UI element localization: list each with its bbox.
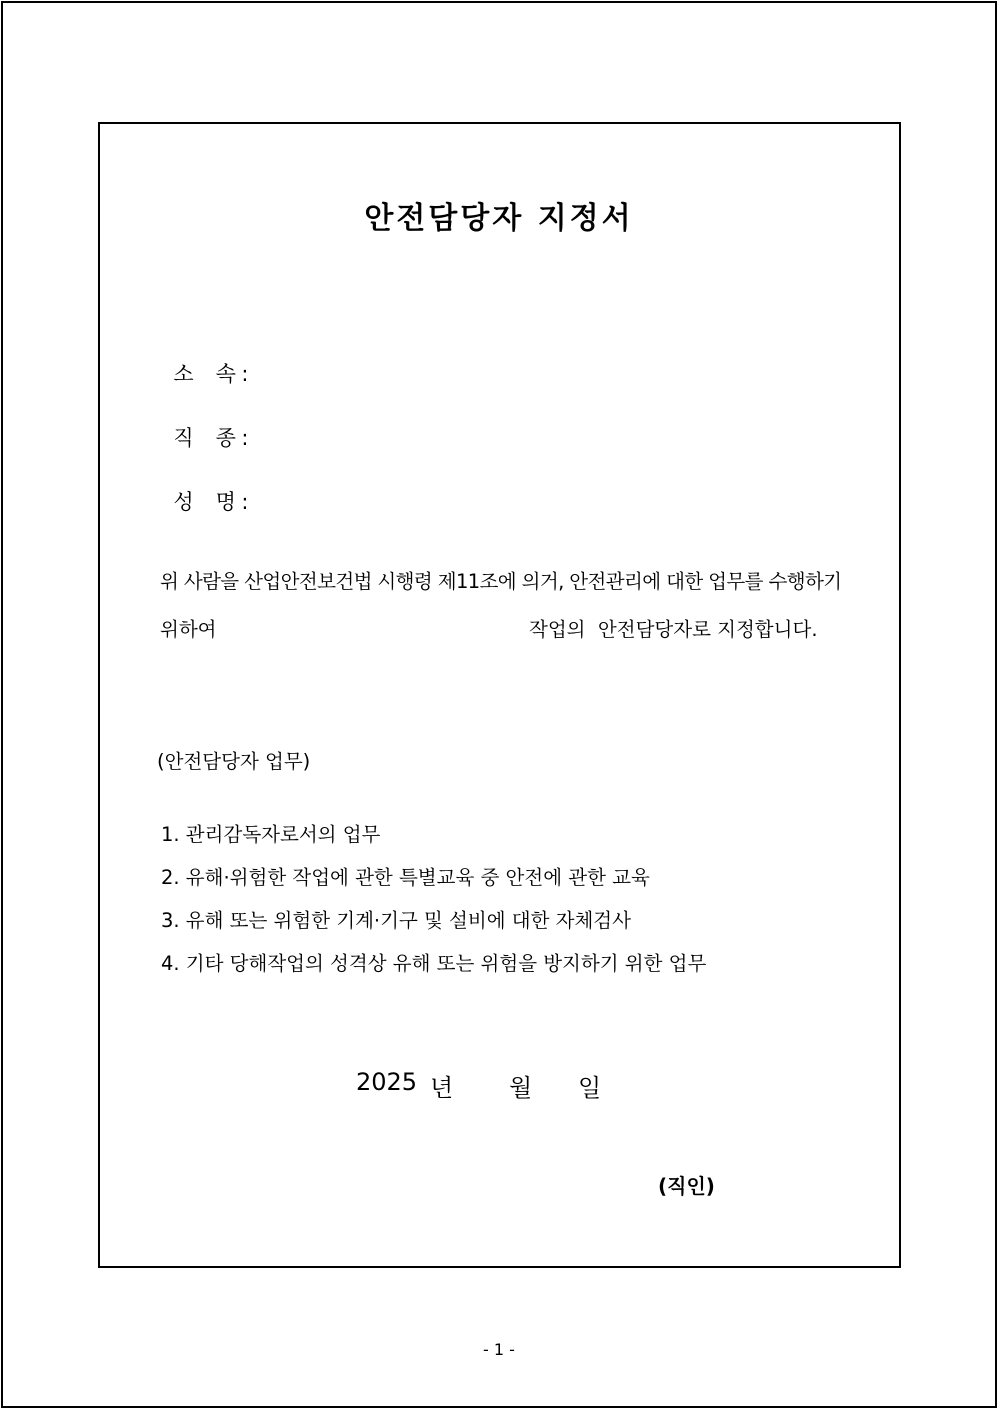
seal-label: (직인) [658, 1174, 715, 1198]
duty-item: 3. 유해 또는 위험한 기계·기구 및 설비에 대한 자체검사 [161, 909, 631, 932]
field-job-type-label [173, 422, 235, 452]
field-name [160, 462, 248, 516]
field-job-type-label-char-2: 종 [215, 426, 236, 450]
field-name-label-char-1: 성 [173, 490, 194, 514]
duty-item: 4. 기타 당해작업의 성격상 유해 또는 위험을 방지하기 위한 업무 [161, 952, 707, 975]
document-title: 안전담당자 지정서 [364, 201, 634, 236]
field-affiliation-label-char-2: 속 [215, 362, 236, 386]
body-line-2-start: 위하여 [160, 618, 217, 641]
document-frame [98, 122, 901, 1268]
date-line [356, 1068, 602, 1208]
field-affiliation-label [173, 358, 235, 388]
date-month-unit: 월 [509, 1074, 533, 1102]
duty-item: 1. 관리감독자로서의 업무 [161, 823, 381, 846]
field-affiliation-colon: : [241, 362, 249, 386]
body-line-1: 위 사람을 산업안전보건법 시행령 제11조에 의거, 안전관리에 대한 업무를 수행하기 [160, 570, 842, 593]
date-year-unit: 년 [430, 1074, 454, 1102]
date-day-unit: 일 [578, 1074, 602, 1102]
field-affiliation-label-char-1: 소 [173, 362, 194, 386]
date-year: 2025 [356, 1068, 418, 1096]
duties-heading: (안전담당자 업무) [157, 750, 311, 773]
field-job-type [160, 398, 248, 452]
duty-item: 2. 유해·위험한 작업에 관한 특별교육 중 안전에 관한 교육 [161, 866, 650, 889]
body-line-2-end: 작업의 안전담당자로 지정합니다. [529, 618, 818, 641]
page-number: - 1 - [483, 1340, 515, 1359]
field-job-type-label-char-1: 직 [173, 426, 194, 450]
field-job-type-colon: : [241, 426, 249, 450]
field-name-colon: : [241, 490, 249, 514]
field-name-label-char-2: 명 [215, 490, 236, 514]
field-affiliation [160, 334, 248, 388]
field-name-label [173, 486, 235, 516]
